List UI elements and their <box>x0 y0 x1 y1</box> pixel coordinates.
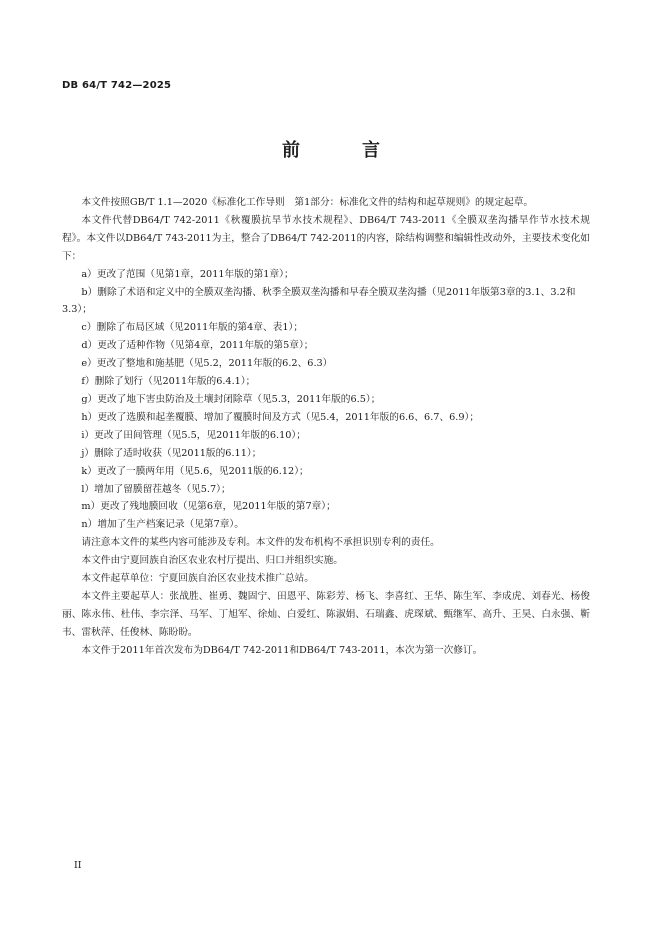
patent-notice: 请注意本文件的某些内容可能涉及专利。本文件的发布机构不承担识别专利的责任。 <box>81 537 440 549</box>
page-number: II <box>74 860 82 871</box>
drafting-unit: 本文件起草单位：宁夏回族自治区农业技术推广总站。 <box>81 573 314 585</box>
change-item-f: f）删除了划行（见2011年版的6.4.1）； <box>81 376 256 388</box>
change-item-a: a）更改了范围（见第1章，2011年版的第1章）； <box>81 268 294 280</box>
change-item-b: b）删除了术语和定义中的全膜双垄沟播、秋季全膜双垄沟播和早春全膜双垄沟播（见2011年版第3章的3.1、3.2和3.3）； <box>62 286 576 316</box>
revision-history: 本文件于2011年首次发布为DB64/T 742-2011和DB64/T 743-2011，本次为第一次修订。 <box>81 644 483 656</box>
standard-code: DB 64/T 742—2025 <box>62 80 172 91</box>
change-item-m: m）更改了残地膜回收（见第6章，见2011年版的第7章）； <box>81 501 336 513</box>
change-item-k: k）更改了一膜两年用（见5.6，见2011版的6.12）； <box>81 465 309 477</box>
change-item-g: g）更改了地下害虫防治及土壤封闭除草（见5.3，2011年版的6.5）； <box>81 393 381 405</box>
change-list <box>62 266 590 535</box>
page-title: 前 言 <box>282 140 402 161</box>
change-item-c: c）删除了布局区域（见2011年版的第4章、表1）； <box>81 322 304 334</box>
change-item-i: i）更改了田间管理（见5.5，见2011年版的6.10）； <box>81 429 306 441</box>
change-item-j: j）删除了适时收获（见2011版的6.11）； <box>81 447 262 459</box>
change-item-e: e）更改了整地和施基肥（见5.2，2011年版的6.2、6.3） <box>81 358 333 370</box>
change-item-h: h）更改了选膜和起垄覆膜、增加了覆膜时间及方式（见5.4，2011年版的6.6、6.7、6.9）； <box>81 411 480 423</box>
change-item-l: l）增加了留膜留茬越冬（见5.7）； <box>81 483 231 495</box>
body-paragraph: 本文件代替DB64/T 742-2011《秋覆膜抗旱节水技术规程》、DB64/T 743-2011《全膜双垄沟播旱作节水技术规程》。本文件以DB64/T 743-2011为主，整合了DB64/T 742-2011的内容，除结构调整和编辑性改动外，主要技术变化如下： <box>62 214 590 262</box>
drafters: 本文件主要起草人：张战胜、崔勇、魏固宁、田恩平、陈彩芳、杨飞、李喜红、王华、陈生军、李成虎、刘春光、杨俊丽、陈永伟、杜伟、李宗泽、马军、丁旭军、徐灿、白爱红、陈淑娟、石瑞鑫、虎琛斌、甄继军、高升、王昊、白永强、靳韦、雷秋萍、任俊林、陈盼盼。 <box>62 590 590 638</box>
change-item-n: n）增加了生产档案记录（见第7章）。 <box>81 519 244 531</box>
document-body <box>62 194 590 660</box>
proposer-statement: 本文件由宁夏回族自治区农业农村厅提出、归口并组织实施。 <box>81 555 343 567</box>
body-paragraph: 本文件按照GB/T 1.1—2020《标准化工作导则 第1部分：标准化文件的结构和起草规则》的规定起草。 <box>81 197 534 208</box>
change-item-d: d）更改了适种作物（见第4章，2011年版的第5章）； <box>81 340 314 352</box>
